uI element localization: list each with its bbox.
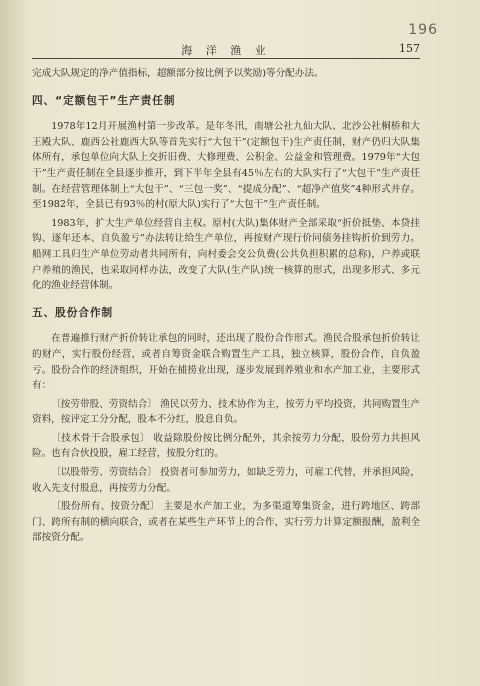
paragraph: 〔技术骨干合股承包〕 收益除股份按比例分配外，其余按劳力分配，股份劳力共担风险。也有合伙投股，雇工经营，按股分红的。 [32, 432, 420, 460]
section-heading-four: 四、“定额包干”生产责任制 [32, 94, 176, 107]
page-number: 157 [399, 42, 420, 55]
paragraph: 1983年，扩大生产单位经营自主权。原村(大队)集体财产全部采取“折价抵垫、本贷挂钩、逐年还本、自负盈亏”办法转让给生产单位，再按财产现行价同债务挂钩折价到劳力。船网工具归生产单位劳动者共同所有，向村委会交公负费(公共负担积累的总称)，户养或联户养殖的渔民，也采取同样办法，改变了大队(生产队)统一核算的形式，出现多形式、多元化的渔业经营体制。 [32, 217, 420, 292]
header-rule [32, 58, 420, 59]
paragraph: 1978年12月开展渔村第一步改革。是年冬汛，南塘公社九仙大队、北沙公社桐桥和大王殿大队、鹿西公社鹿西大队等首先实行“大包干”(定额包干)生产责任制，财产仍归大队集体所有，承包单位向大队上交折旧费、大修理费、公积金、公益金和管理费。1979年“大包干”生产责任制在全县逐步推开，到下半年全县有45％左右的大队实行了“大包干”生产责任制。在经营管理体制上“大包干”、“三包一奖”、“提成分配”、“超净产值奖”4种形式并存。至1982年，全县已有93％的村(原大队)实行了“大包干”生产责任制。 [32, 121, 420, 211]
page-body [32, 66, 420, 549]
handwritten-page-number: 196 [408, 22, 438, 38]
paragraph: 在普遍推行财产折价转让承包的同时，还出现了股份合作形式。渔民合股承包折价转让的财产，实行股份经营，或者自筹资金联合购置生产工具，独立核算，股份合作，自负盈亏。股份合作的经济组织，开始在捕捞业出现，逐步发展到养殖业和水产加工业，主要形式有： [32, 333, 420, 392]
running-header-title: 海 洋 渔 业 [181, 44, 271, 57]
paragraph: 〔按劳带股、劳资结合〕 渔民以劳力、技术协作为主，按劳力平均投资，共同购置生产资料，按评定工分分配，股本不分红，股息自负。 [32, 398, 420, 426]
paragraph-continued: 完成大队规定的净产值指标，超额部分按比例予以奖励)等分配办法。 [32, 68, 324, 79]
paragraph: 〔股份所有、按资分配〕 主要是水产加工业，为多渠道筹集资金，进行跨地区、跨部门、跨所有制的横向联合，或者在某些生产环节上的合作，实行劳力计算定额报酬，盈利全部按资分配。 [32, 501, 420, 544]
paragraph: 〔以股带劳、劳资结合〕 投资者可参加劳力，如缺乏劳力，可雇工代替，并承担风险，收入先支付股息，再按劳力分配。 [32, 467, 420, 494]
section-heading-five: 五、股份合作制 [32, 306, 114, 319]
